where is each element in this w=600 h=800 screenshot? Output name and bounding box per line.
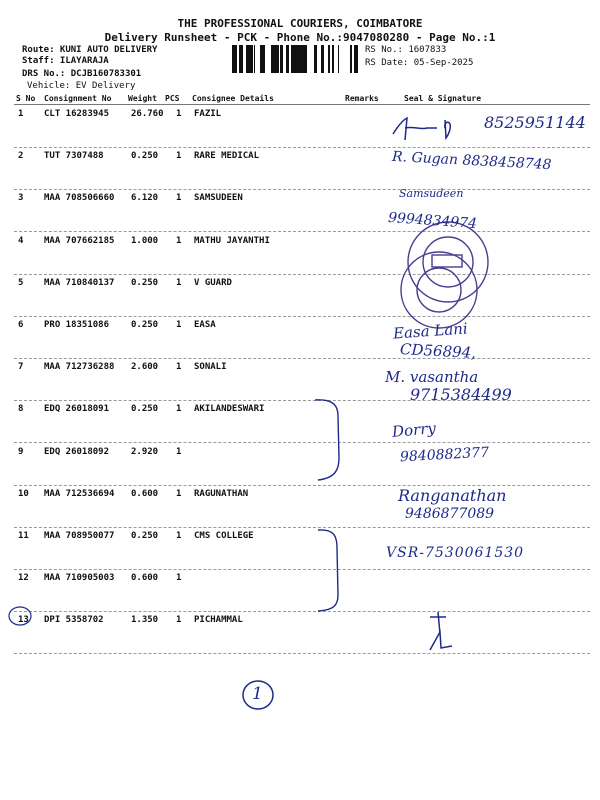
row-weight: 0.250 <box>131 404 159 414</box>
row-pcs: 1 <box>176 404 182 414</box>
row-consignment: MAA 710905003 <box>44 573 115 583</box>
row-pcs: 1 <box>176 531 182 541</box>
row-consignee: AKILANDESWARI <box>194 404 265 414</box>
row-consignment: EDQ 26018091 <box>44 404 110 414</box>
row-consignment: MAA 712736288 <box>44 362 115 372</box>
handwritten-phone-row1: 8525951144 <box>484 113 586 132</box>
handwritten-phone-row7: 9715384499 <box>410 385 512 404</box>
row-pcs: 1 <box>176 109 182 119</box>
row-pcs: 1 <box>176 615 182 625</box>
row-pcs: 1 <box>176 278 182 288</box>
company-name: THE PROFESSIONAL COURIERS, COIMBATORE <box>177 17 423 30</box>
header-seal: Seal & Signature <box>404 94 482 103</box>
row-consignment: MAA 708950077 <box>44 531 115 541</box>
row-weight: 0.250 <box>131 320 159 330</box>
handwritten-name-row7: M. vasantha <box>385 368 479 386</box>
handwritten-phone-row6: CD56894, <box>399 340 477 362</box>
handwritten-name-row8: Dorry <box>391 419 437 441</box>
row-consignment: MAA 710840137 <box>44 278 115 288</box>
row-weight: 0.250 <box>131 151 159 161</box>
row-weight: 0.250 <box>131 278 159 288</box>
row-consignment: MAA 708506660 <box>44 193 115 203</box>
seal-stamp <box>401 222 488 328</box>
bracket-rows-11-12 <box>318 530 338 611</box>
row-consignment: PRO 18351086 <box>44 320 110 330</box>
row-weight: 26.760 <box>131 109 164 119</box>
handwritten-page-mark: 1 <box>252 684 263 704</box>
row-sno: 12 <box>18 573 29 583</box>
drs-number: DRS No.: DCJB160783301 <box>22 69 142 79</box>
row-weight: 1.350 <box>131 615 159 625</box>
handwritten-row2: R. Gugan 8838458748 <box>391 148 552 174</box>
handwritten-name-row10: Ranganathan <box>398 486 507 505</box>
tl-mark <box>430 612 452 650</box>
row-pcs: 1 <box>176 193 182 203</box>
row-sno: 8 <box>18 404 24 414</box>
row-consignee: RAGUNATHAN <box>194 489 249 499</box>
row-consignee: SONALI <box>194 362 227 372</box>
row-sno: 11 <box>18 531 29 541</box>
row-pcs: 1 <box>176 151 182 161</box>
row-weight: 0.250 <box>131 531 159 541</box>
handwritten-name-row3: Samsudeen <box>399 187 464 200</box>
row-consignment: DPI 5358702 <box>44 615 104 625</box>
row-weight: 0.600 <box>131 489 159 499</box>
rs-number: RS No.: 1607833 <box>365 45 447 55</box>
handwritten-phone-row3: 9994834974 <box>387 209 478 233</box>
row-consignee: MATHU JAYANTHI <box>194 236 270 246</box>
row-sno: 4 <box>18 236 24 246</box>
handwritten-row11: VSR-7530061530 <box>386 545 525 561</box>
row-weight: 6.120 <box>131 193 159 203</box>
row-consignee: PICHAMMAL <box>194 615 243 625</box>
circle-row13 <box>9 607 31 625</box>
vehicle-text: Vehicle: EV Delivery <box>27 81 136 91</box>
row-consignee: V GUARD <box>194 278 232 288</box>
row-pcs: 1 <box>176 447 182 457</box>
row-pcs: 1 <box>176 236 182 246</box>
row-sno: 10 <box>18 489 29 499</box>
row-sno: 13 <box>18 615 29 625</box>
row-pcs: 1 <box>176 320 182 330</box>
header-remarks: Remarks <box>345 94 379 103</box>
row-consignee: EASA <box>194 320 216 330</box>
row-consignee: RARE MEDICAL <box>194 151 260 161</box>
row-consignment: MAA 707662185 <box>44 236 115 246</box>
handwritten-circle-13 <box>13 611 14 612</box>
handwritten-name-row6: Easa Lani <box>392 319 469 343</box>
header-consignment: Consignment No <box>44 94 112 103</box>
header-consignee: Consignee Details <box>192 94 274 103</box>
rs-date: RS Date: 05-Sep-2025 <box>365 58 474 68</box>
row-sno: 9 <box>18 447 24 457</box>
row-sno: 7 <box>18 362 24 372</box>
handwritten-tl <box>436 620 438 621</box>
row-pcs: 1 <box>176 573 182 583</box>
bracket-rows-8-9 <box>315 400 339 480</box>
row-consignee: SAMSUDEEN <box>194 193 243 203</box>
row-weight: 1.000 <box>131 236 159 246</box>
row-weight: 0.600 <box>131 573 159 583</box>
row-sno: 1 <box>18 109 24 119</box>
handwritten-phone-row10: 9486877089 <box>405 506 495 522</box>
row-weight: 2.600 <box>131 362 159 372</box>
row-consignment: MAA 712536694 <box>44 489 115 499</box>
row-sno: 6 <box>18 320 24 330</box>
row-consignment: EDQ 26018092 <box>44 447 110 457</box>
row-consignee: FAZIL <box>194 109 222 119</box>
header-sno: S No <box>16 94 36 103</box>
runsheet-subtitle: Delivery Runsheet - PCK - Phone No.:9047080280 - Page No.:1 <box>104 31 496 44</box>
header-pcs: PCS <box>165 94 180 103</box>
row-pcs: 1 <box>176 489 182 499</box>
signature-row1 <box>393 118 450 140</box>
row-sno: 3 <box>18 193 24 203</box>
row-pcs: 1 <box>176 362 182 372</box>
staff-text: Staff: ILAYARAJA <box>22 56 109 66</box>
row-weight: 2.920 <box>131 447 159 457</box>
handwritten-phone-row8: 9840882377 <box>399 444 490 466</box>
header-weight: Weight <box>128 94 157 103</box>
route-text: Route: KUNI AUTO DELIVERY <box>22 45 158 55</box>
row-sno: 2 <box>18 151 24 161</box>
row-sno: 5 <box>18 278 24 288</box>
row-consignee: CMS COLLEGE <box>194 531 254 541</box>
row-consignment: CLT 16283945 <box>44 109 110 119</box>
row-consignment: TUT 7307488 <box>44 151 104 161</box>
